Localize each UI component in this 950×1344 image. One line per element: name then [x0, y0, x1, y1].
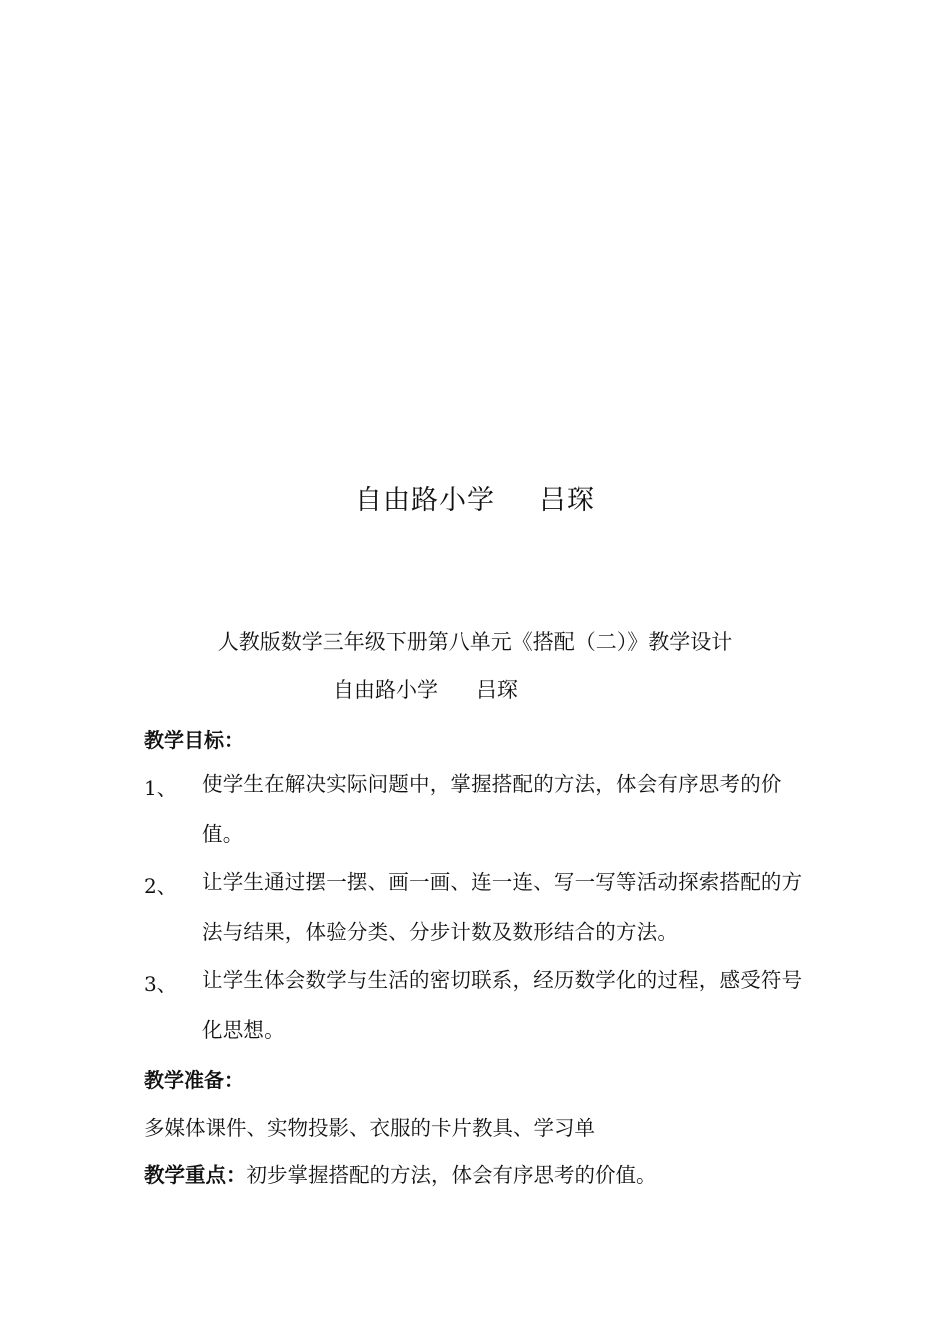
objective-number: 2、 — [144, 874, 177, 898]
objective-text: 使学生在解决实际问题中，掌握搭配的方法，体会有序思考的价值。 — [202, 772, 782, 846]
objective-text: 让学生体会数学与生活的密切联系，经历数学化的过程，感受符号化思想。 — [202, 968, 803, 1042]
objective-number: 1、 — [144, 776, 177, 800]
cover-school-author — [0, 478, 950, 517]
cover-school: 自由路小学 — [355, 485, 495, 516]
key-point-text: 初步掌握搭配的方法，体会有序思考的价值。 — [246, 1163, 657, 1187]
byline-school: 自由路小学 — [333, 678, 438, 702]
preparation-heading: 教学准备： — [144, 1068, 244, 1092]
key-point-heading: 教学重点： — [144, 1163, 247, 1187]
byline-author: 吕琛 — [476, 678, 518, 702]
objectives-heading: 教学目标： — [144, 728, 244, 752]
objective-text: 让学生通过摆一摆、画一画、连一连、写一写等活动探索搭配的方法与结果，体验分类、分步计数及数形结合的方法。 — [202, 870, 803, 944]
document-title: 人教版数学三年级下册第八单元《搭配（二）》教学设计 — [217, 630, 733, 654]
byline — [333, 674, 518, 704]
key-point-line — [144, 1158, 657, 1188]
preparation-text: 多媒体课件、实物投影、衣服的卡片教具、学习单 — [144, 1116, 595, 1140]
objective-number: 3、 — [144, 972, 177, 996]
cover-author: 吕琛 — [539, 485, 595, 516]
